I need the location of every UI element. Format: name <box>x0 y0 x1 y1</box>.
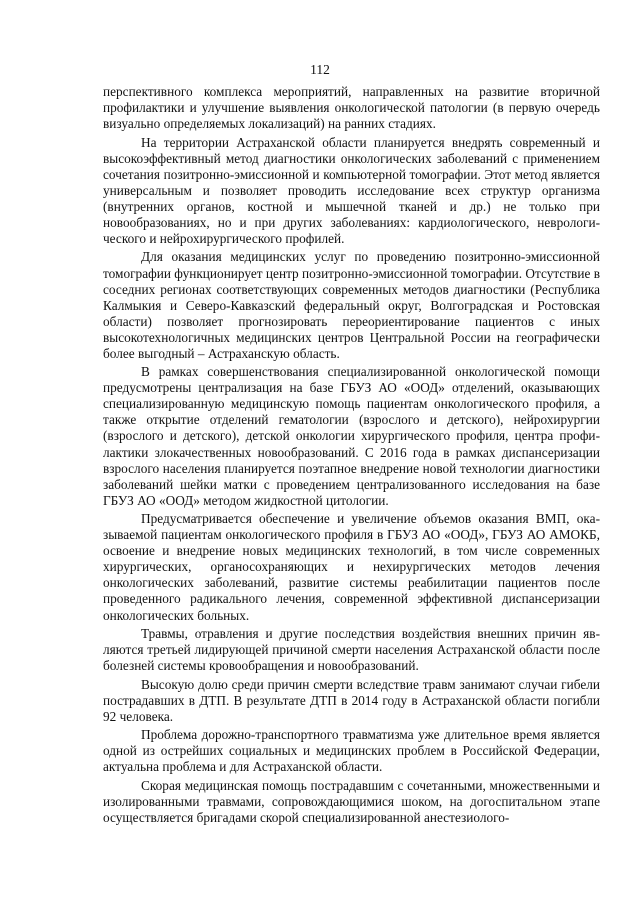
paragraph-pet-ct-diagnostics: На территории Астраханской области планируется внедрять современный и высокоэффективный метод диагностики онкологических заболеваний с применением сочетания позитронно-эмиссионной и компьютерной томографии. Этот метод является универсальным и позволяет проводить исследование всех структур организма (внутренних органов, костной и мышечной тканей и др.) не только при новообразованиях, но и при других заболеваниях: кардиологического, неврологического и нейрохирургического профилей. <box>103 134 600 246</box>
paragraph-vmp: Предусматривается обеспечение и увеличение объемов оказания ВМП, оказываемой пациентам онкологического профиля в ГБУЗ АО «ООД», ГБУЗ АО АМОКБ, освоение и внедрение новых медицинских технологий, в том числе современных хирургических, органосохраняющих и нехирургических методов лечения онкологических заболеваний, развитие системы реабилитации пациентов после проведенного радикального лечения, современной эффективной диспансеризации онкологических больных. <box>103 511 600 623</box>
paragraph-injuries: Травмы, отравления и другие последствия воздействия внешних причин являются третьей лидирующей причиной смерти населения Астраханской области после болезней системы кровообращения и новообразований. <box>103 626 600 674</box>
paragraph-oncology-care: В рамках совершенствования специализированной онкологической помощи предусмотрены централизация на базе ГБУЗ АО «ООД» отделений, оказывающих специализированную медицинскую помощь пациентам онкологического профиля, а также открытие отделений гематологии (взрослого и детского), нейрохирургии (взрослого и детского), детской онкологии хирургического профиля, центра профилактики злокачественных новообразований. С 2016 года в рамках диспансеризации взрослого населения планируется поэтапное внедрение новой технологии диагностики заболеваний шейки матки с проведением централизованного исследования на базе ГБУЗ АО «ООД» методом жидкостной цитологии. <box>103 364 600 508</box>
paragraph-emergency-care: Скорая медицинская помощь пострадавшим с сочетанными, множественными и изолированными травмами, сопровождающимися шоком, на догоспитальном этапе осуществляется бригадами скорой специализированной анестезиолого- <box>103 777 600 826</box>
page-number: 112 <box>310 62 330 77</box>
paragraph-road-traffic-problem: Проблема дорожно-транспортного травматизма уже длительное время является одной из острейших социальных и медицинских проблем в Российской Федерации, актуальна проблема и для Астраханской области. <box>103 727 600 775</box>
paragraph-continuation: перспективного комплекса мероприятий, направленных на развитие вторичной профилактики и улучшение выявления онкологической патологии (в первую очередь визуально определяемых локализаций) на ранних стадиях. <box>103 84 600 132</box>
paragraph-pet-center: Для оказания медицинских услуг по проведению позитронно-эмиссионной томографии функционирует центр позитронно-эмиссионной томографии. Отсутствие в соседних регионах соответствующих современных методов диагностики (Республика Калмыкия и Северо-Кавказский федеральный округ, Волгоградская и Ростовская области) позволяет прогнозировать переориентирование пациентов с иных высокотехнологичных медицинских центров Центральной России на географически более выгодный – Астраханскую область. <box>103 249 600 361</box>
paragraph-road-deaths: Высокую долю среди причин смерти вследствие травм занимают случаи гибели пострадавших в ДТП. В результате ДТП в 2014 году в Астраханской области погибли 92 человека. <box>103 676 600 724</box>
document-body <box>103 84 600 829</box>
